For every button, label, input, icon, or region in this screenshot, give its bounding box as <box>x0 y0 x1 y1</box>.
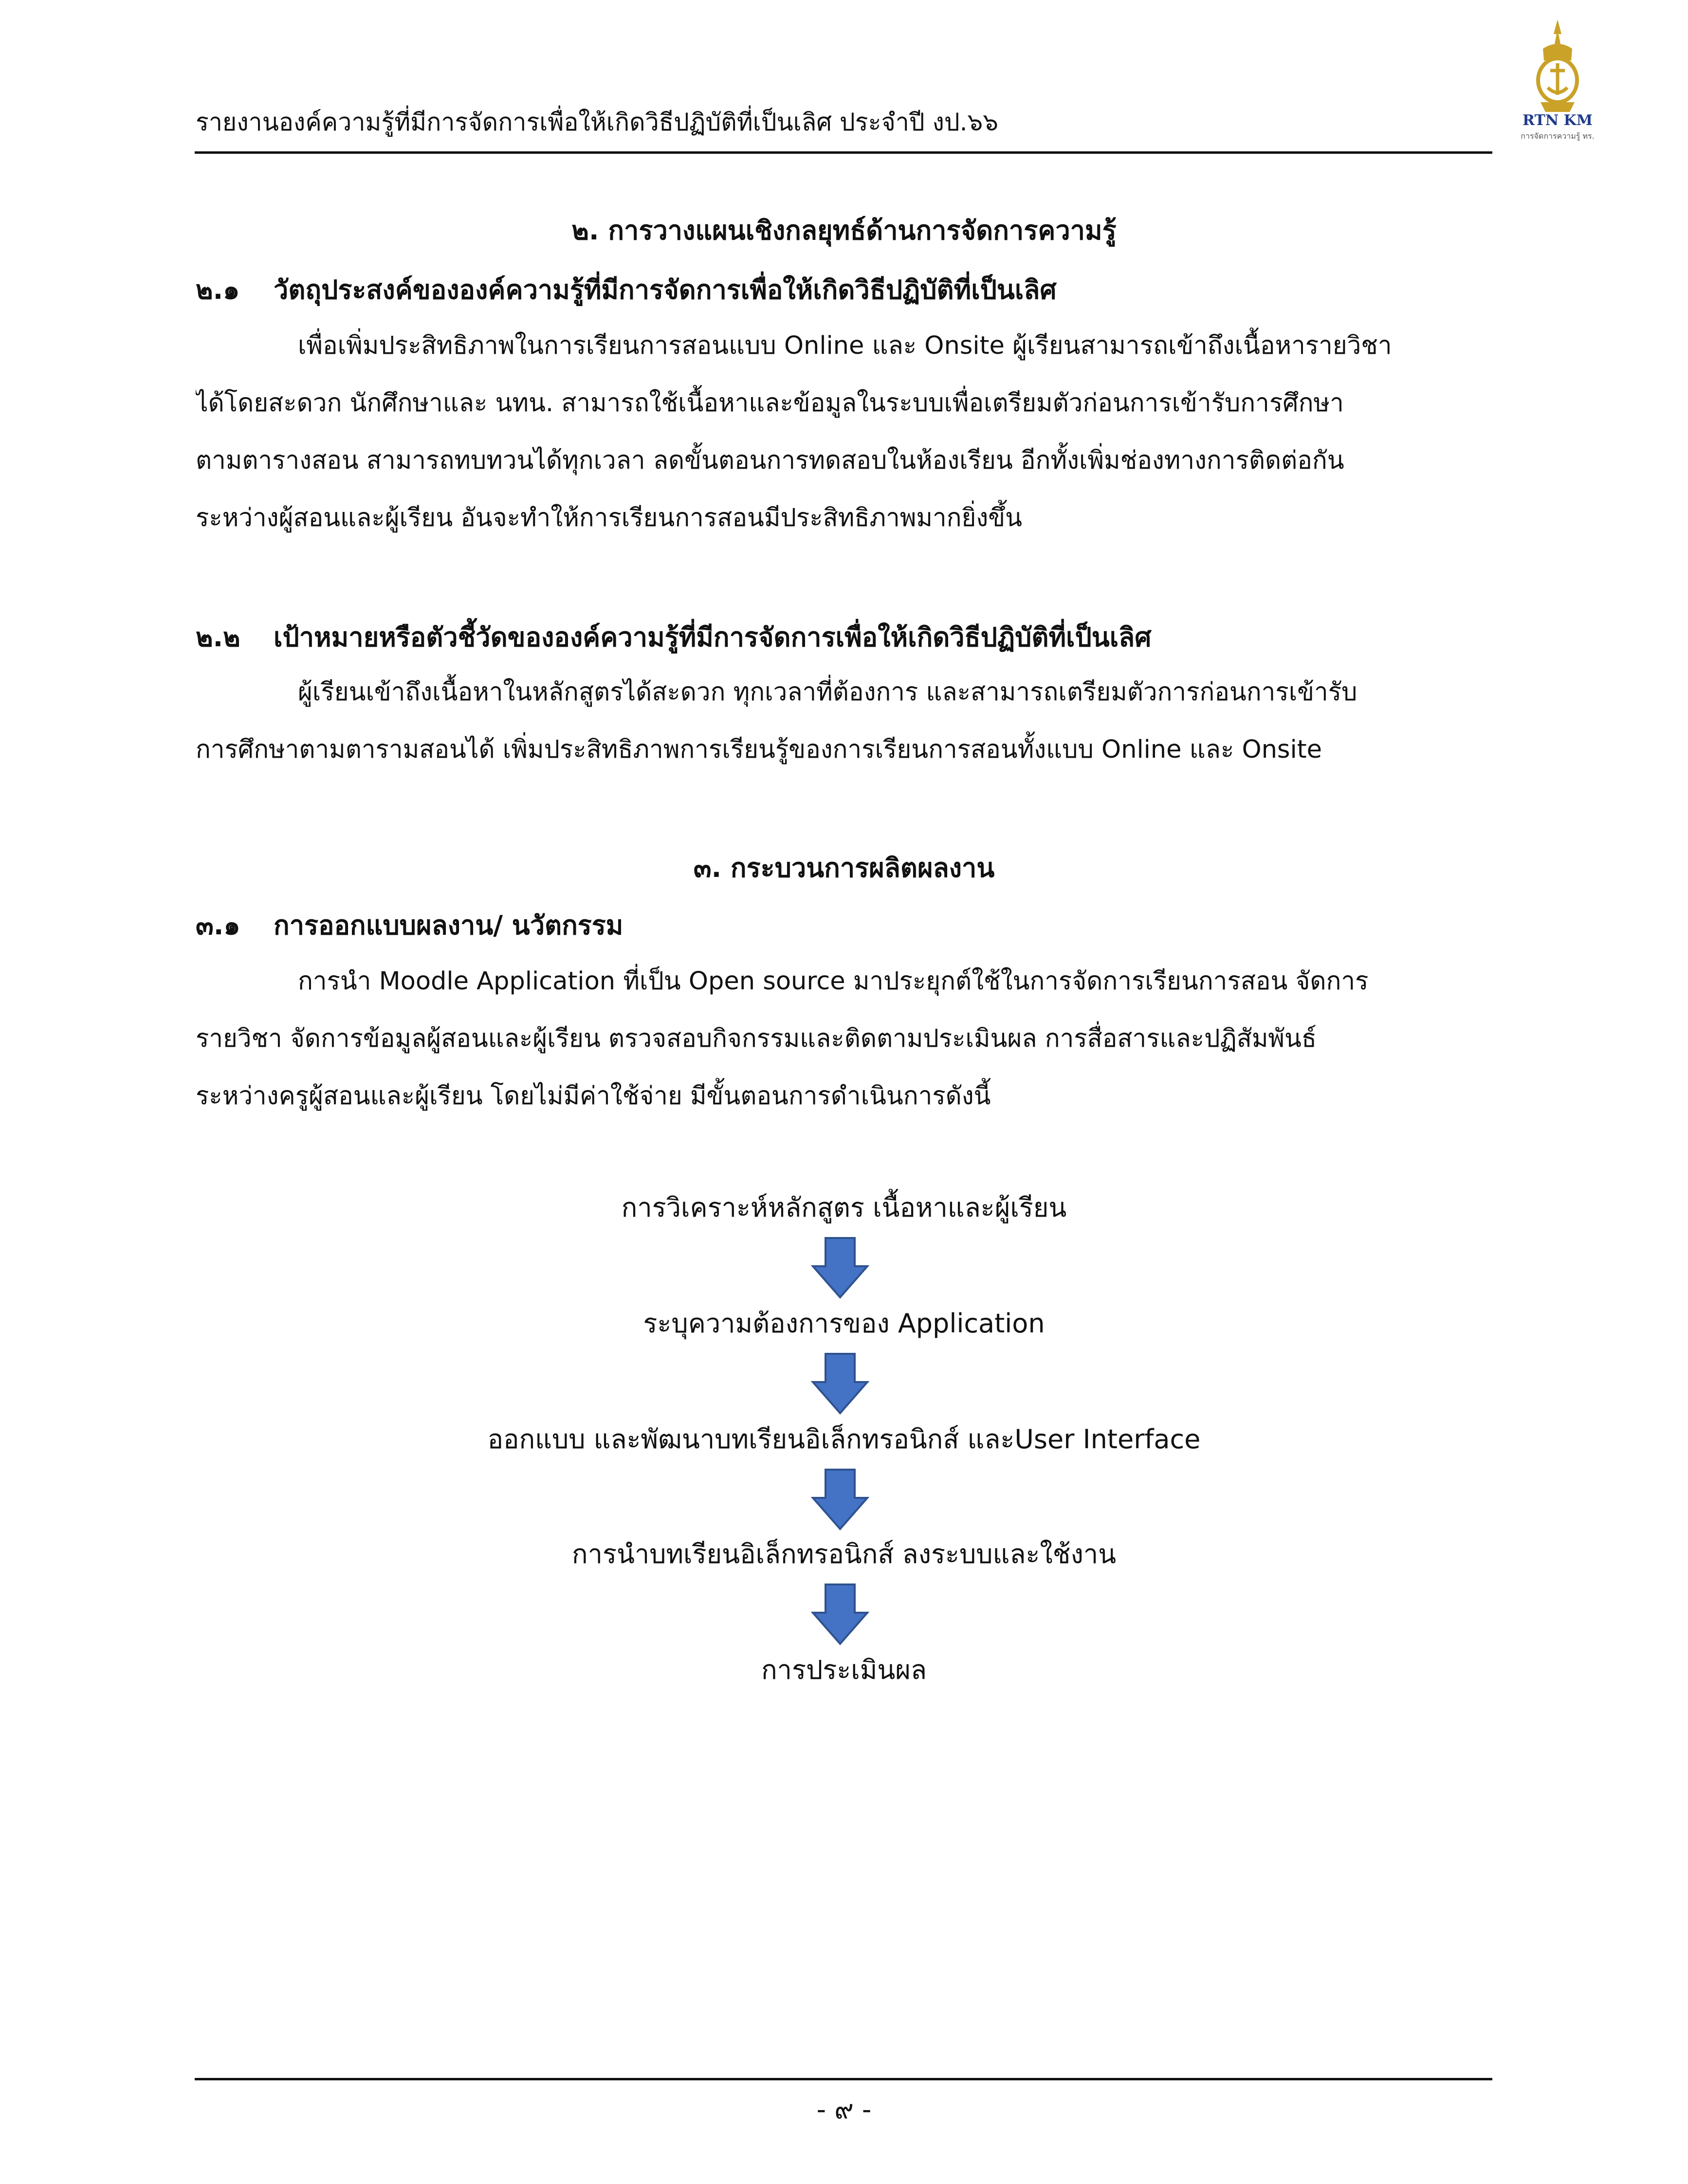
section-heading-text: เป้าหมายหรือตัวชี้วัดขององค์ความรู้ที่มีการจัดการเพื่อให้เกิดวิธีปฏิบัติที่เป็นเลิศ <box>274 622 1152 653</box>
paragraph-line: ระหว่างครูผู้สอนและผู้เรียน โดยไม่มีค่าใช้จ่าย มีขั้นตอนการดำเนินการดังนี้ <box>196 1082 991 1110</box>
down-arrow-icon <box>811 1583 869 1646</box>
down-arrow-icon <box>811 1236 869 1299</box>
section-3-1-heading <box>196 906 623 945</box>
section-2-title: ๒. การวางแผนเชิงกลยุทธ์ด้านการจัดการความรู้ <box>571 215 1117 246</box>
down-arrow-icon <box>811 1352 869 1415</box>
flow-step-4: การนำบทเรียนอิเล็กทรอนิกส์ ลงระบบและใช้งาน <box>571 1539 1117 1569</box>
flow-step-3: ออกแบบ และพัฒนาบทเรียนอิเล็กทรอนิกส์ และUser Interface <box>487 1424 1201 1455</box>
rtn-km-logo <box>1514 15 1601 146</box>
section-number: ๒.๒ <box>196 622 240 653</box>
running-header: รายงานองค์ความรู้ที่มีการจัดการเพื่อให้เกิดวิธีปฏิบัติที่เป็นเลิศ ประจำปี งป.๖๖ <box>196 108 998 136</box>
paragraph-line: การศึกษาตามตารามสอนได้ เพิ่มประสิทธิภาพการเรียนรู้ของการเรียนการสอนทั้งแบบ Online และ Onsite <box>196 735 1322 764</box>
section-2-2-heading <box>196 618 1152 657</box>
section-3-1-paragraph <box>196 953 1492 1125</box>
paragraph-line: เพื่อเพิ่มประสิทธิภาพในการเรียนการสอนแบบ Online และ Onsite ผู้เรียนสามารถเข้าถึงเนื้อหารายวิชา <box>298 331 1392 360</box>
section-3-title: ๓. กระบวนการผลิตผลงาน <box>693 853 995 883</box>
section-2-2-paragraph <box>196 664 1492 779</box>
paragraph-line: รายวิชา จัดการข้อมูลผู้สอนและผู้เรียน ตรวจสอบกิจกรรมและติดตามประเมินผล การสื่อสารและปฏิสัมพันธ์ <box>196 1024 1317 1053</box>
section-number: ๓.๑ <box>196 910 240 941</box>
page-number: - ๙ - <box>816 2094 872 2125</box>
paragraph-line: ระหว่างผู้สอนและผู้เรียน อันจะทำให้การเรียนการสอนมีประสิทธิภาพมากยิ่งขึ้น <box>196 504 1022 532</box>
flow-step-1: การวิเคราะห์หลักสูตร เนื้อหาและผู้เรียน <box>621 1192 1067 1223</box>
section-heading-text: วัตถุประสงค์ขององค์ความรู้ที่มีการจัดการเพื่อให้เกิดวิธีปฏิบัติที่เป็นเลิศ <box>274 274 1057 305</box>
paragraph-line: ได้โดยสะดวก นักศึกษาและ นทน. สามารถใช้เนื้อหาและข้อมูลในระบบเพื่อเตรียมตัวก่อนการเข้ารับการศึกษา <box>196 389 1344 418</box>
paragraph-line: การนำ Moodle Application ที่เป็น Open source มาประยุกต์ใช้ในการจัดการเรียนการสอน จัดการ <box>298 967 1369 996</box>
paragraph-line: ตามตารางสอน สามารถทบทวนได้ทุกเวลา ลดขั้นตอนการทดสอบในห้องเรียน อีกทั้งเพิ่มช่องทางการติดต่อกัน <box>196 446 1344 475</box>
section-number: ๒.๑ <box>196 274 240 305</box>
flow-step-2: ระบุความต้องการของ Application <box>643 1308 1045 1339</box>
flow-step-5: การประเมินผล <box>761 1655 927 1685</box>
section-2-1-heading <box>196 271 1057 309</box>
section-heading-text: การออกแบบผลงาน/ นวัตกรรม <box>274 910 624 941</box>
header-divider <box>195 151 1492 154</box>
paragraph-line: ผู้เรียนเข้าถึงเนื้อหาในหลักสูตรได้สะดวก ทุกเวลาที่ต้องการ และสามารถเตรียมตัวการก่อนการเข้ารับ <box>298 678 1358 707</box>
logo-text: RTN KM <box>1523 112 1593 129</box>
down-arrow-icon <box>811 1468 869 1531</box>
footer-divider <box>195 2078 1492 2080</box>
logo-subtext: การจัดการความรู้ ทร. <box>1521 131 1595 141</box>
section-2-1-paragraph <box>196 317 1492 547</box>
